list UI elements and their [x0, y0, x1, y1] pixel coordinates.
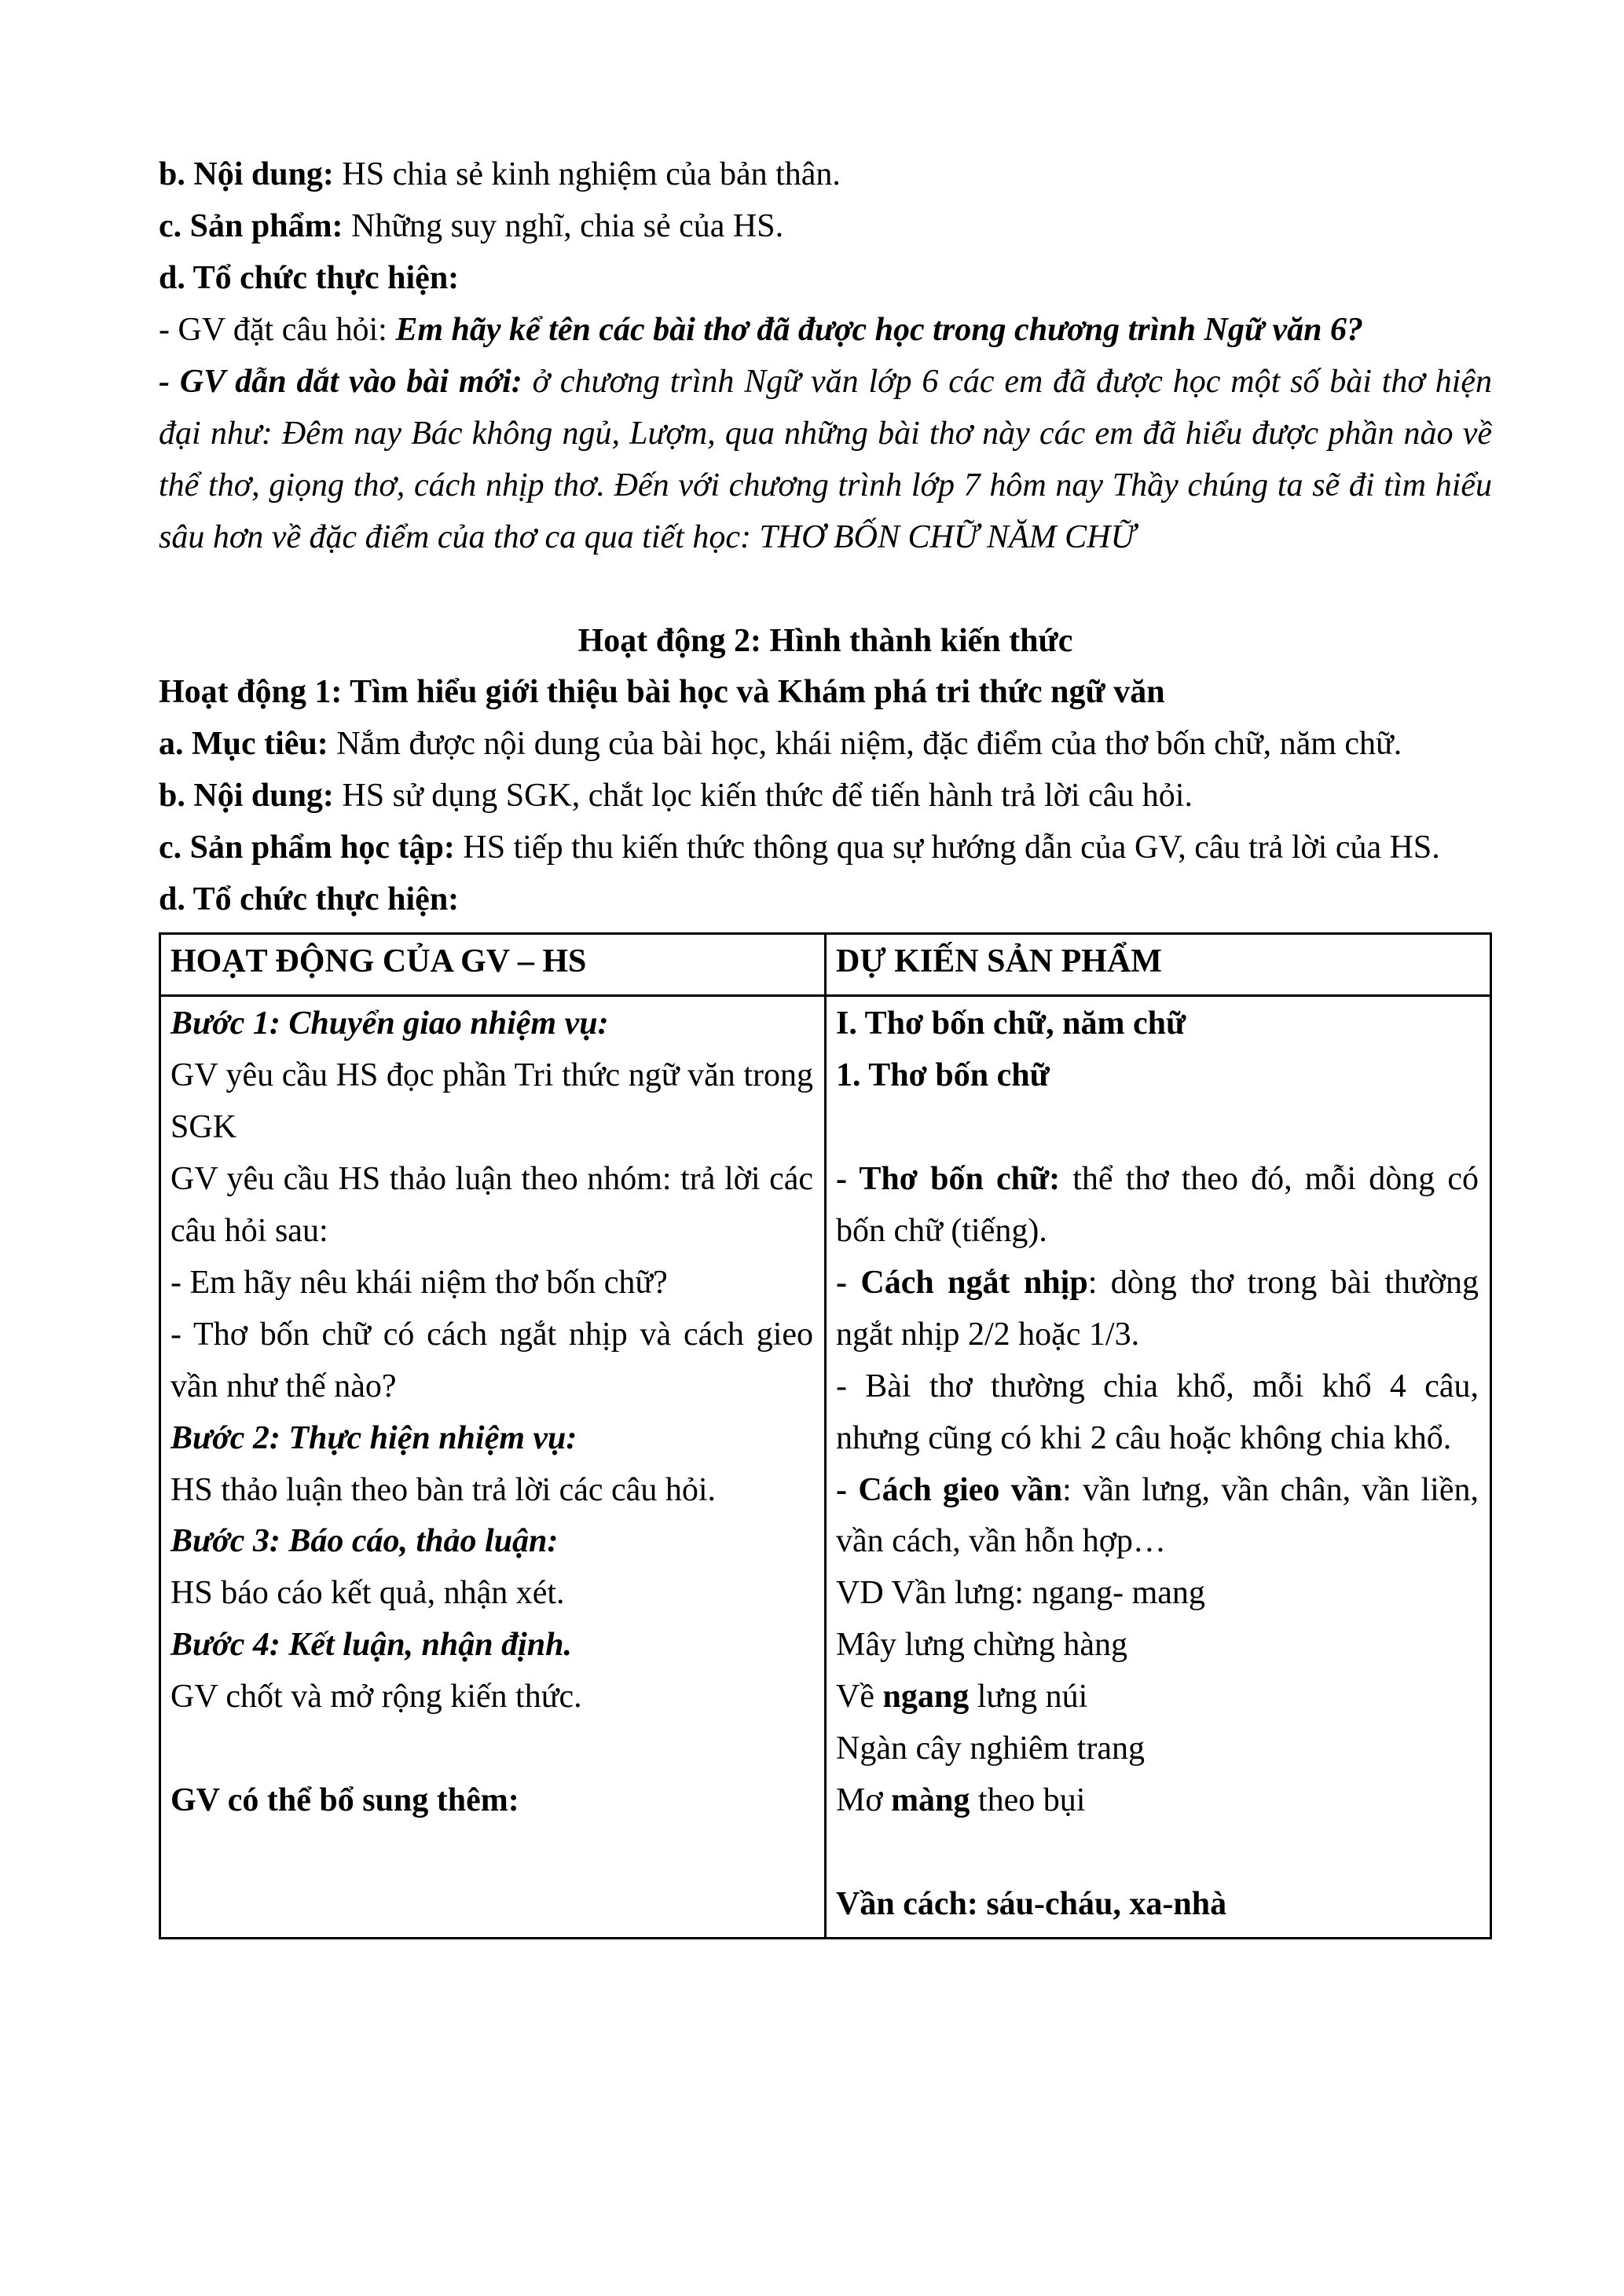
- paragraph: [836, 1723, 1479, 1775]
- paragraph: [170, 1516, 813, 1568]
- text-segment: - Thơ bốn chữ:: [836, 1160, 1073, 1197]
- text-segment: lưng núi: [969, 1679, 1088, 1716]
- text-segment: - Cách gieo vần: [836, 1471, 1063, 1508]
- text-segment: Vần cách: sáu-cháu, xa-nhà: [836, 1886, 1227, 1922]
- paragraph: [836, 1568, 1479, 1620]
- paragraph: [836, 1050, 1479, 1102]
- text-segment: - Cách ngắt nhịp: [836, 1264, 1088, 1301]
- text-segment: - GV đặt câu hỏi:: [159, 311, 396, 348]
- text-segment: HS thảo luận theo bàn trả lời các câu hỏi.: [170, 1471, 716, 1508]
- text-segment: Về: [836, 1679, 883, 1716]
- text-segment: HS báo cáo kết quả, nhận xét.: [170, 1575, 565, 1612]
- text-segment: - Thơ bốn chữ có cách ngắt nhịp và cách gieo vần như thế nào?: [170, 1316, 813, 1404]
- paragraph: [159, 719, 1492, 771]
- text-segment: ngang: [882, 1679, 970, 1716]
- text-segment: b. Nội dung:: [159, 156, 343, 192]
- text-segment: màng: [891, 1782, 970, 1819]
- text-segment: GV yêu cầu HS đọc phần Tri thức ngữ văn trong SGK: [170, 1057, 813, 1145]
- intro-section: [159, 149, 1492, 564]
- paragraph: [170, 1620, 813, 1672]
- text-segment: c. Sản phẩm học tập:: [159, 829, 464, 866]
- paragraph: [170, 1309, 813, 1413]
- table-header-expected-products: DỰ KIẾN SẢN PHẨM: [826, 934, 1491, 996]
- text-segment: HS tiếp thu kiến thức thông qua sự hướng dẫn của GV, câu trả lời của HS.: [463, 829, 1440, 866]
- paragraph: [170, 1723, 813, 1775]
- paragraph: [159, 201, 1492, 253]
- activity-1-section: [159, 667, 1492, 926]
- text-segment: Ngàn cây nghiêm trang: [836, 1730, 1146, 1767]
- paragraph: [836, 1672, 1479, 1723]
- text-segment: a. Mục tiêu:: [159, 726, 337, 763]
- paragraph: [170, 1465, 813, 1517]
- paragraph: [159, 822, 1492, 874]
- text-segment: ở chương trình Ngữ văn lớp 6 các em đã được học một số bài thơ hiện đại như: Đêm nay Bác không ngủ, Lượm, qua những bài thơ này các em đã hiểu được phần nào về thể thơ, giọng thơ, cách nhịp thơ. Đến với chương trình lớp 7 hôm nay Thầy chúng ta sẽ đi tìm hiểu sâu hơn về đặc điểm của thơ ca qua tiết học: THƠ BỐN CHỮ NĂM CHỮ: [159, 363, 1492, 555]
- paragraph: [170, 1775, 813, 1827]
- table-cell-expected-products: [826, 996, 1491, 1939]
- paragraph: [159, 667, 1492, 719]
- text-segment: Nắm được nội dung của bài học, khái niệm, đặc điểm của thơ bốn chữ, năm chữ.: [336, 726, 1402, 763]
- paragraph: [159, 253, 1492, 305]
- paragraph: [836, 1102, 1479, 1154]
- paragraph: [836, 1775, 1479, 1827]
- table-body-row: [160, 996, 1491, 1939]
- text-segment: GV yêu cầu HS thảo luận theo nhóm: trả lời các câu hỏi sau:: [170, 1160, 813, 1249]
- text-segment: c. Sản phẩm:: [159, 207, 352, 244]
- text-segment: Mơ: [836, 1782, 892, 1819]
- text-segment: - GV dẫn dắt vào bài mới:: [159, 363, 533, 400]
- table-header-gv-hs-activities: HOẠT ĐỘNG CỦA GV – HS: [160, 934, 826, 996]
- text-segment: 1. Thơ bốn chữ: [836, 1057, 1050, 1093]
- text-segment: Bước 1: Chuyển giao nhiệm vụ:: [170, 1005, 609, 1042]
- paragraph: [159, 874, 1492, 926]
- table-header-row: [160, 934, 1491, 996]
- paragraph: [170, 998, 813, 1050]
- paragraph: [836, 1361, 1479, 1465]
- text-segment: HS sử dụng SGK, chắt lọc kiến thức để tiến hành trả lời câu hỏi.: [342, 778, 1193, 815]
- text-segment: - Bài thơ thường chia khổ, mỗi khổ 4 câu, nhưng cũng có khi 2 câu hoặc không chia khổ.: [836, 1368, 1479, 1456]
- text-segment: HS chia sẻ kinh nghiệm của bản thân.: [342, 156, 841, 192]
- text-segment: VD Vần lưng: ngang- mang: [836, 1575, 1205, 1612]
- paragraph: [170, 1050, 813, 1154]
- paragraph: [170, 1154, 813, 1258]
- paragraph: [836, 1258, 1479, 1361]
- text-segment: - Em hãy nêu khái niệm thơ bốn chữ?: [170, 1264, 668, 1301]
- text-segment: thể thơ theo đó, mỗi dòng có bốn chữ (tiếng).: [836, 1160, 1479, 1249]
- paragraph: [159, 357, 1492, 564]
- paragraph: [170, 1413, 813, 1465]
- text-segment: Những suy nghĩ, chia sẻ của HS.: [351, 207, 784, 244]
- text-segment: theo bụi: [970, 1782, 1086, 1819]
- paragraph: [159, 149, 1492, 201]
- paragraph: [836, 1620, 1479, 1672]
- paragraph: [836, 998, 1479, 1050]
- text-segment: d. Tổ chức thực hiện:: [159, 881, 460, 918]
- text-segment: Mây lưng chừng hàng: [836, 1627, 1127, 1664]
- paragraph: [159, 305, 1492, 357]
- table-cell-gv-hs-activities: [160, 996, 826, 1939]
- text-segment: GV chốt và mở rộng kiến thức.: [170, 1679, 582, 1716]
- text-segment: Em hãy kể tên các bài thơ đã được học trong chương trình Ngữ văn 6?: [395, 311, 1364, 348]
- activity-2-heading: Hoạt động 2: Hình thành kiến thức: [577, 622, 1073, 659]
- text-segment: I. Thơ bốn chữ, năm chữ: [836, 1005, 1186, 1042]
- text-segment: d. Tổ chức thực hiện:: [159, 259, 460, 296]
- paragraph: [170, 1258, 813, 1309]
- text-segment: b. Nội dung:: [159, 778, 343, 815]
- paragraph: [159, 771, 1492, 822]
- paragraph: [170, 1672, 813, 1723]
- paragraph: [836, 1827, 1479, 1879]
- text-segment: Bước 3: Báo cáo, thảo luận:: [170, 1523, 559, 1560]
- text-segment: Bước 4: Kết luận, nhận định.: [170, 1627, 573, 1664]
- lesson-plan-table: [159, 932, 1492, 1939]
- text-segment: Hoạt động 1: Tìm hiểu giới thiệu bài học và Khám phá tri thức ngữ văn: [159, 674, 1165, 711]
- paragraph: [836, 1154, 1479, 1258]
- paragraph: [836, 1879, 1479, 1931]
- text-segment: : dòng thơ trong bài thường ngắt nhịp 2/2 hoặc 1/3.: [836, 1264, 1479, 1353]
- text-segment: GV có thể bổ sung thêm:: [170, 1782, 519, 1819]
- paragraph: [170, 1568, 813, 1620]
- text-segment: Bước 2: Thực hiện nhiệm vụ:: [170, 1419, 577, 1456]
- text-segment: : vần lưng, vần chân, vần liền, vần cách, vần hỗn hợp…: [836, 1471, 1479, 1560]
- paragraph: [836, 1465, 1479, 1569]
